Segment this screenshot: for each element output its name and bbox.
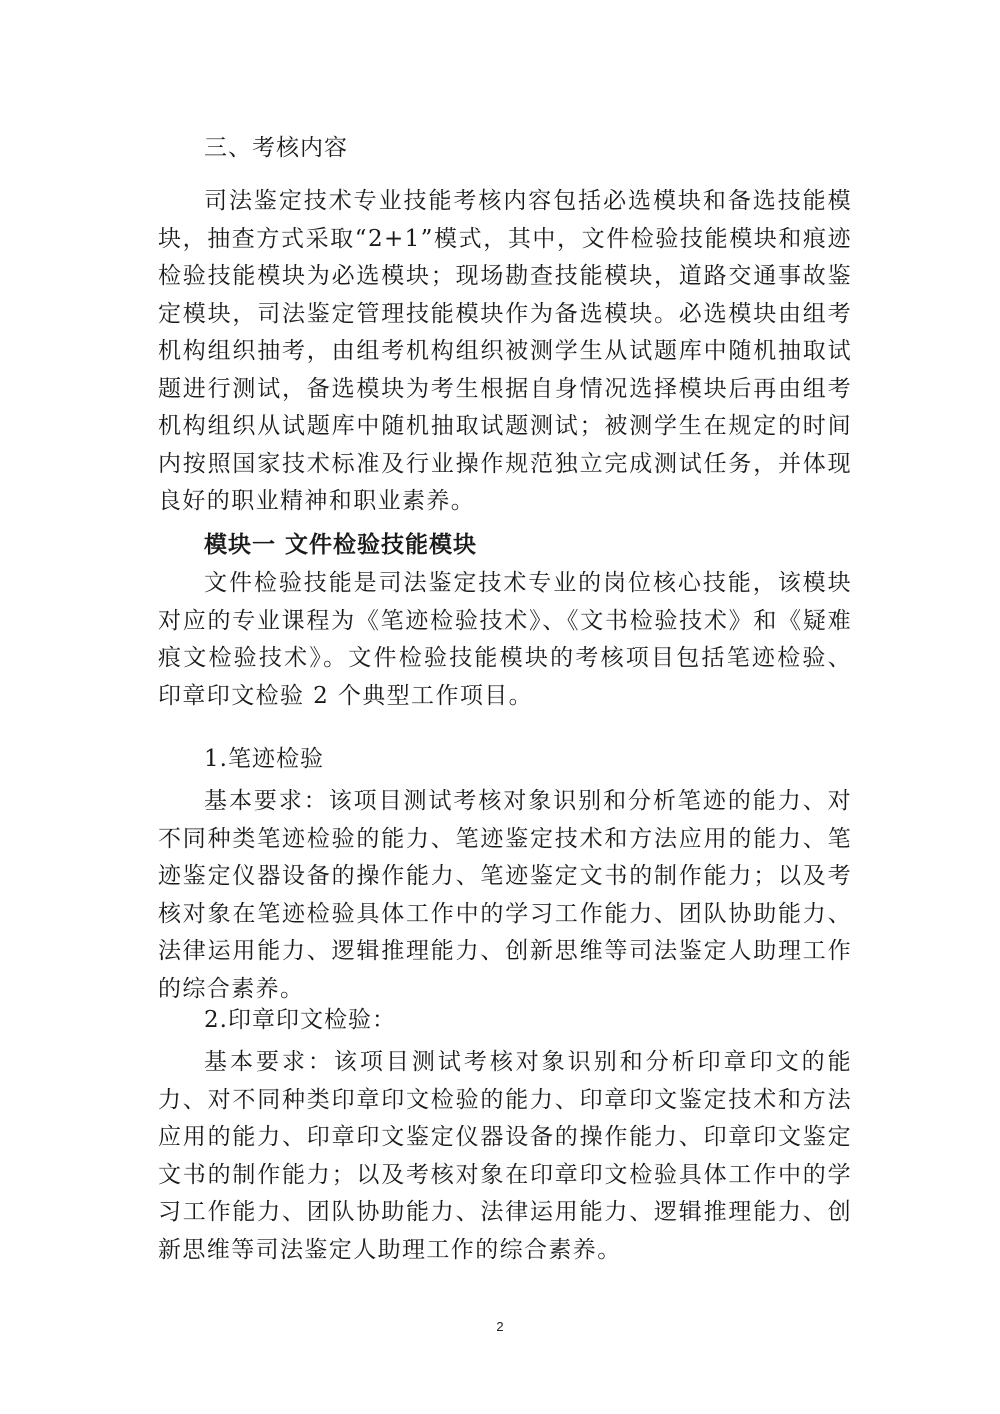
item2-paragraph: 基本要求：该项目测试考核对象识别和分析印章印文的能力、对不同种类印章印文检验的能力、印章印文鉴定技术和方法应用的能力、印章印文鉴定仪器设备的操作能力、印章印文鉴定文书的制作能力；以及考核对象在印章印文检验具体工作中的学习工作能力、团队协助能力、法律运用能力、逻辑推理能力、创新思维等司法鉴定人助理工作的综合素养。 [158,1049,852,1263]
intro-paragraph: 司法鉴定技术专业技能考核内容包括必选模块和备选技能模块，抽查方式采取“2+1”模式，其中，文件检验技能模块和痕迹检验技能模块为必选模块；现场勘查技能模块，道路交通事故鉴定模块，司法鉴定管理技能模块作为备选模块。必选模块由组考机构组织抽考，由组考机构组织被测学生从试题库中随机抽取试题进行测试，备选模块为考生根据自身情况选择模块后再由组考机构组织从试题库中随机抽取试题测试；被测学生在规定的时间内按照国家技术标准及行业操作规范独立完成测试任务，并体现良好的职业精神和职业素养。 [158,188,852,514]
page-number: 2 [496,1319,504,1334]
item1-paragraph: 基本要求：该项目测试考核对象识别和分析笔迹的能力、对不同种类笔迹检验的能力、笔迹鉴定技术和方法应用的能力、笔迹鉴定仪器设备的操作能力、笔迹鉴定文书的制作能力；以及考核对象在笔迹检验具体工作中的学习工作能力、团队协助能力、法律运用能力、逻辑推理能力、创新思维等司法鉴定人助理工作的综合素养。 [158,788,852,1002]
module-paragraph: 文件检验技能是司法鉴定技术专业的岗位核心技能，该模块对应的专业课程为《笔迹检验技术》、《文书检验技术》和《疑难痕文检验技术》。文件检验技能模块的考核项目包括笔迹检验、印章印文检验 2 个典型工作项目。 [158,570,852,709]
item2-title: 2.印章印文检验： [204,1007,396,1033]
module-heading: 模块一 文件检验技能模块 [204,531,478,558]
item1-title: 1.笔迹检验 [204,746,324,772]
section-heading: 三、考核内容 [204,135,348,161]
